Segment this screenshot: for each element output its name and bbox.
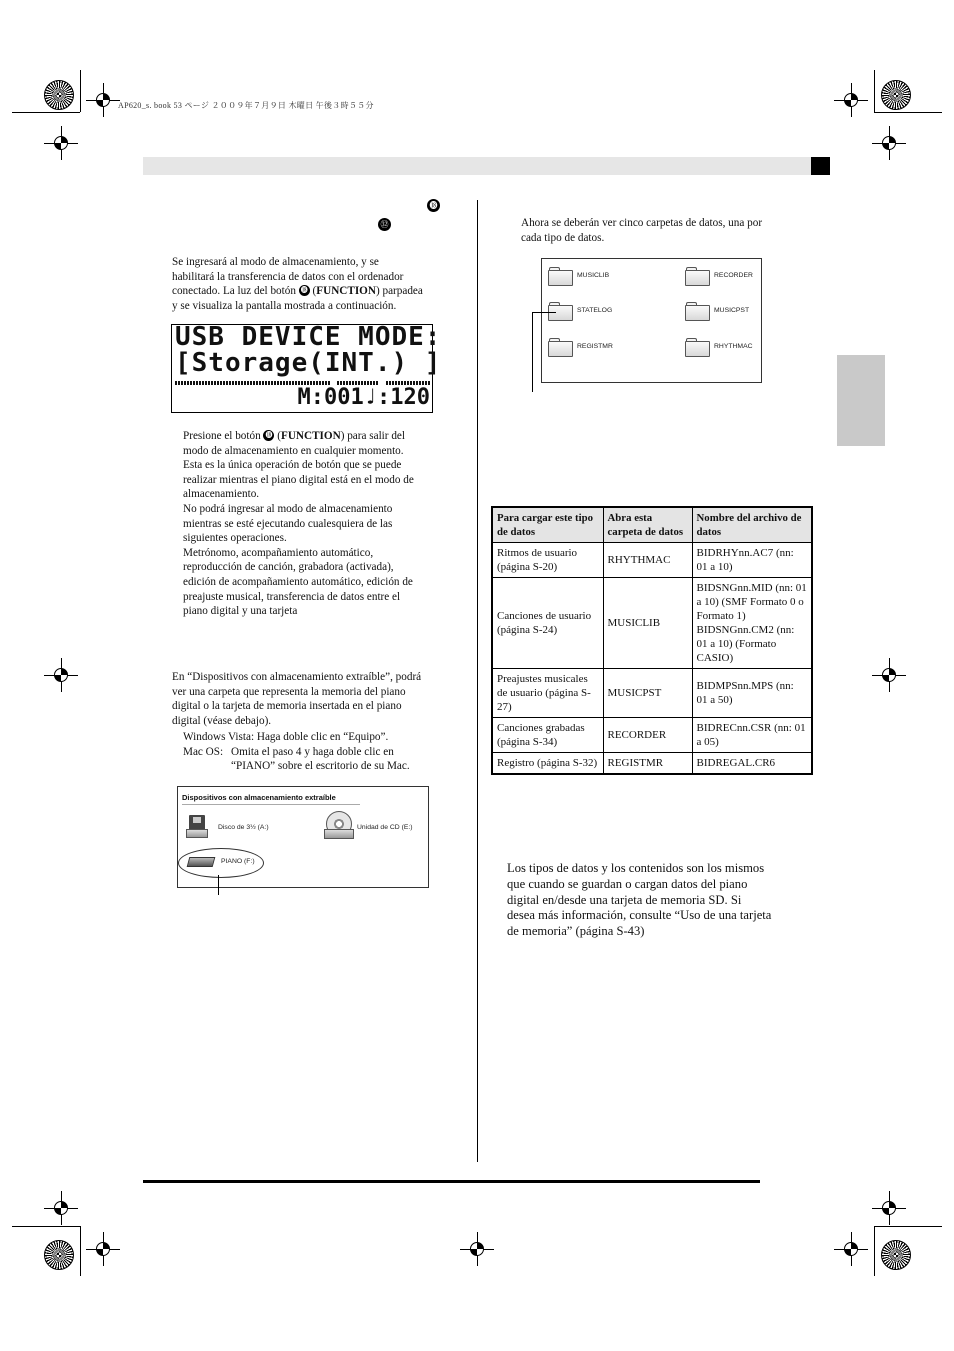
registration-crosshair bbox=[872, 126, 906, 160]
footer-rule bbox=[143, 1180, 760, 1183]
table-row: Ritmos de usuario (página S-20) RHYTHMAC BIDRHYnn.AC7 (nn: 01 a 10) bbox=[492, 543, 812, 578]
registration-crosshair bbox=[86, 83, 120, 117]
piano-drive-icon[interactable] bbox=[188, 855, 214, 869]
button-number-icon: ⓲ bbox=[265, 431, 273, 439]
folder-label[interactable]: RECORDER bbox=[714, 272, 753, 279]
closing-paragraph: Los tipos de datos y los contenidos son los mismos que cuando se guardan o cargan datos del piano digital en/desde una tarjeta de memoria SD. Si desea más información, consulte “Uso de una tarjeta de memoria” (página S-43) bbox=[507, 861, 772, 939]
floppy-drive-label[interactable]: Disco de 3½ (A:) bbox=[218, 824, 269, 831]
step-marker-a bbox=[427, 197, 440, 215]
registration-star-mark bbox=[44, 80, 74, 110]
button-number-icon: ㉜ bbox=[378, 218, 391, 231]
folder-label[interactable]: REGISTMR bbox=[577, 343, 613, 350]
storage-notes: Presione el botón ⓲ (FUNCTION) para salir del modo de almacenamiento en cualquier momento. Esta es la única operación de botón que se puede realizar mientras el piano digital está en el modo de almacenamiento. No podrá ingresar al modo de almacenamiento mientras se esté ejecutando cualesquiera de las siguientes operaciones. Metrónomo, acompañamiento automático, reproducción de canción, grabadora (activada), edición de acompañamiento automático, edición de preajuste musical, transferencia de datos entre el piano digital y una tarjeta bbox=[183, 430, 414, 618]
header-square bbox=[811, 157, 830, 175]
print-file-info: AP620_s. book 53 ページ ２００９年７月９日 木曜日 午後３時５５分 bbox=[118, 101, 374, 110]
folders-intro: Ahora se deberán ver cinco carpetas de datos, una por cada tipo de datos. bbox=[521, 217, 763, 244]
crop-line bbox=[874, 112, 942, 113]
folder-icon[interactable] bbox=[548, 338, 572, 356]
registration-star-mark bbox=[881, 80, 911, 110]
lcd-line-3: M:001♩:120 bbox=[297, 385, 430, 410]
folder-icon[interactable] bbox=[685, 302, 709, 320]
folder-label[interactable]: MUSICPST bbox=[714, 307, 750, 314]
registration-crosshair bbox=[872, 658, 906, 692]
button-number-icon: ⓲ bbox=[300, 287, 308, 295]
lcd-display bbox=[171, 322, 442, 413]
column-header: Abra esta carpeta de datos bbox=[603, 507, 692, 543]
registration-crosshair bbox=[834, 83, 868, 117]
button-number-icon: ⓲ bbox=[427, 199, 440, 212]
folder-icon[interactable] bbox=[548, 302, 572, 320]
cd-drive-icon[interactable] bbox=[324, 811, 354, 841]
callout-line bbox=[532, 312, 556, 313]
registration-crosshair bbox=[44, 126, 78, 160]
crop-line bbox=[874, 70, 875, 112]
folder-label[interactable]: MUSICLIB bbox=[577, 272, 610, 279]
registration-crosshair bbox=[44, 1191, 78, 1225]
registration-crosshair bbox=[872, 1191, 906, 1225]
data-types-table bbox=[491, 506, 813, 775]
table-header-row bbox=[492, 507, 812, 543]
table-row: Canciones grabadas (página S-34) RECORDER BIDRECnn.CSR (nn: 01 a 05) bbox=[492, 718, 812, 753]
callout-line bbox=[218, 875, 219, 895]
side-tab bbox=[837, 355, 885, 446]
lcd-line-2: [Storage(INT.) ] bbox=[175, 348, 442, 378]
window-title: Dispositivos con almacenamiento extraíble bbox=[182, 793, 336, 802]
lcd-line-1: USB DEVICE MODE: bbox=[175, 322, 442, 352]
floppy-drive-icon[interactable] bbox=[186, 815, 208, 839]
folder-icon[interactable] bbox=[548, 267, 572, 285]
crop-line bbox=[874, 1226, 875, 1276]
column-header: Nombre del archivo de datos bbox=[692, 507, 812, 543]
column-divider bbox=[477, 200, 478, 1162]
removable-devices-window bbox=[177, 786, 429, 888]
crop-line bbox=[12, 112, 80, 113]
header-band bbox=[143, 157, 811, 175]
table-row: Preajustes musicales de usuario (página S-27) MUSICPST BIDMPSnn.MPS (nn: 01 a 50) bbox=[492, 669, 812, 718]
step-marker-b bbox=[378, 216, 391, 234]
crop-line bbox=[80, 1226, 81, 1276]
folder-label[interactable]: RHYTHMAC bbox=[714, 343, 753, 350]
table-row: Canciones de usuario (página S-24) MUSICLIB BIDSNGnn.MID (nn: 01 a 10) (SMF Formato 0 o Formato 1) BIDSNGnn.CM2 (nn: 01 a 10) (Formato CASIO) bbox=[492, 578, 812, 669]
registration-star-mark bbox=[44, 1240, 74, 1270]
crop-line bbox=[80, 70, 81, 112]
registration-crosshair bbox=[834, 1232, 868, 1266]
callout-line bbox=[532, 312, 533, 392]
table-row: Registro (página S-32) REGISTMR BIDREGAL.CR6 bbox=[492, 753, 812, 775]
os-instructions: Windows Vista: Haga doble clic en “Equipo”. Mac OS: Omita el paso 4 y haga doble clic en “PIANO” sobre el escritorio de su Mac. bbox=[183, 731, 410, 773]
registration-crosshair bbox=[460, 1232, 494, 1266]
crop-line bbox=[12, 1226, 80, 1227]
crop-line bbox=[874, 1226, 942, 1227]
folder-label[interactable]: STATELOG bbox=[577, 307, 613, 314]
storage-intro: Se ingresará al modo de almacenamiento, y se habilitará la transferencia de datos con el ordenador conectado. La luz del botón ⓲ (FUNCTION) parpadea y se visualiza la pantalla mostrada a continuación. bbox=[172, 256, 423, 312]
folder-icon[interactable] bbox=[685, 338, 709, 356]
registration-crosshair bbox=[86, 1232, 120, 1266]
piano-drive-label[interactable]: PIANO (F:) bbox=[221, 858, 255, 865]
folder-icon[interactable] bbox=[685, 267, 709, 285]
data-folders-window bbox=[541, 258, 762, 383]
registration-star-mark bbox=[881, 1240, 911, 1270]
devices-paragraph: En “Dispositivos con almacenamiento extraíble”, podrá ver una carpeta que representa la memoria del piano digital o la tarjeta de memoria insertada en el piano digital (véase debajo). bbox=[172, 671, 422, 727]
registration-crosshair bbox=[44, 658, 78, 692]
cd-drive-label[interactable]: Unidad de CD (E:) bbox=[357, 824, 413, 831]
column-header: Para cargar este tipo de datos bbox=[492, 507, 603, 543]
